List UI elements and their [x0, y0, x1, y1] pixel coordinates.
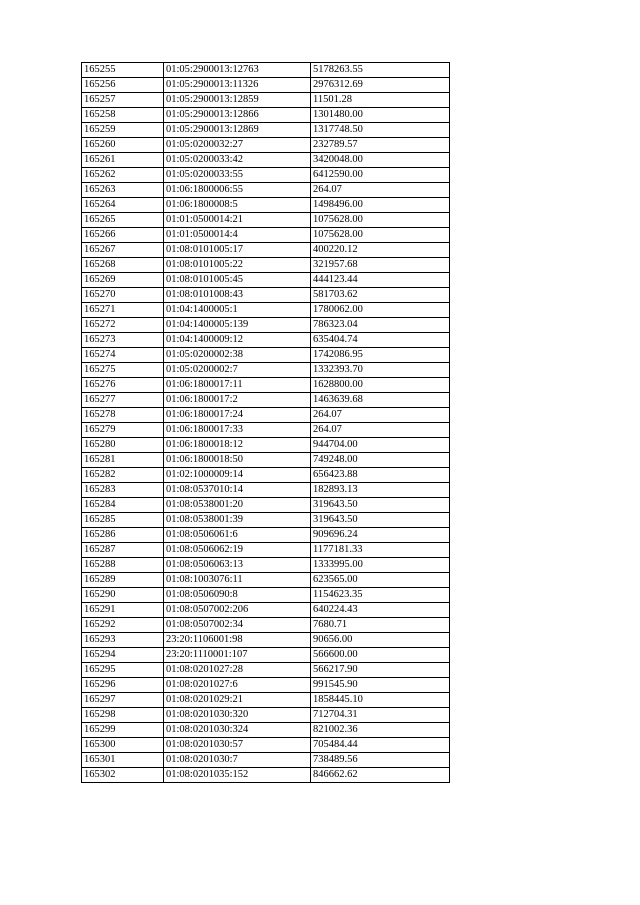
id-cell: 165301 [82, 753, 164, 768]
value-cell: 232789.57 [311, 138, 450, 153]
value-cell: 7680.71 [311, 618, 450, 633]
cadastral-number-cell: 01:06:1800018:12 [164, 438, 311, 453]
id-cell: 165271 [82, 303, 164, 318]
table-row [82, 408, 450, 423]
id-cell: 165279 [82, 423, 164, 438]
id-cell: 165287 [82, 543, 164, 558]
value-cell: 6412590.00 [311, 168, 450, 183]
cadastral-number-cell: 01:08:0507002:34 [164, 618, 311, 633]
value-cell: 566600.00 [311, 648, 450, 663]
id-cell: 165284 [82, 498, 164, 513]
id-cell: 165277 [82, 393, 164, 408]
cadastral-number-cell: 01:08:0506061:6 [164, 528, 311, 543]
cadastral-number-cell: 01:02:1000009:14 [164, 468, 311, 483]
id-cell: 165294 [82, 648, 164, 663]
cadastral-number-cell: 01:08:0201030:320 [164, 708, 311, 723]
id-cell: 165266 [82, 228, 164, 243]
id-cell: 165275 [82, 363, 164, 378]
cadastral-number-cell: 01:08:0201027:28 [164, 663, 311, 678]
cadastral-number-cell: 01:08:0101005:45 [164, 273, 311, 288]
cadastral-number-cell: 01:08:0201035:152 [164, 768, 311, 783]
value-cell: 264.07 [311, 408, 450, 423]
cadastral-number-cell: 23:20:1110001:107 [164, 648, 311, 663]
cadastral-number-cell: 01:04:1400009:12 [164, 333, 311, 348]
cadastral-number-cell: 01:06:1800017:11 [164, 378, 311, 393]
value-cell: 846662.62 [311, 768, 450, 783]
id-cell: 165276 [82, 378, 164, 393]
table-row [82, 273, 450, 288]
table-row [82, 738, 450, 753]
cadastral-number-cell: 01:08:0201029:21 [164, 693, 311, 708]
value-cell: 635404.74 [311, 333, 450, 348]
value-cell: 566217.90 [311, 663, 450, 678]
cadastral-number-cell: 01:08:0506062:19 [164, 543, 311, 558]
cadastral-number-cell: 01:08:0201027:6 [164, 678, 311, 693]
cadastral-number-cell: 01:08:0201030:324 [164, 723, 311, 738]
table-row [82, 153, 450, 168]
id-cell: 165297 [82, 693, 164, 708]
cadastral-number-cell: 01:08:1003076:11 [164, 573, 311, 588]
id-cell: 165262 [82, 168, 164, 183]
id-cell: 165257 [82, 93, 164, 108]
cadastral-number-cell: 01:08:0101008:43 [164, 288, 311, 303]
cadastral-number-cell: 01:05:2900013:12763 [164, 63, 311, 78]
table-row [82, 453, 450, 468]
value-cell: 1301480.00 [311, 108, 450, 123]
cadastral-number-cell: 01:06:1800017:2 [164, 393, 311, 408]
value-cell: 1780062.00 [311, 303, 450, 318]
table-row [82, 63, 450, 78]
value-cell: 944704.00 [311, 438, 450, 453]
value-cell: 1858445.10 [311, 693, 450, 708]
cadastral-number-cell: 01:08:0101005:22 [164, 258, 311, 273]
id-cell: 165259 [82, 123, 164, 138]
cadastral-number-cell: 01:05:2900013:11326 [164, 78, 311, 93]
id-cell: 165296 [82, 678, 164, 693]
table-row [82, 243, 450, 258]
table-row [82, 198, 450, 213]
id-cell: 165278 [82, 408, 164, 423]
cadastral-number-cell: 01:05:0200002:38 [164, 348, 311, 363]
cadastral-number-cell: 01:08:0538001:39 [164, 513, 311, 528]
table-row [82, 423, 450, 438]
table-row [82, 768, 450, 783]
value-cell: 90656.00 [311, 633, 450, 648]
table-row [82, 333, 450, 348]
value-cell: 11501.28 [311, 93, 450, 108]
table-row [82, 378, 450, 393]
cadastral-number-cell: 01:08:0101005:17 [164, 243, 311, 258]
value-cell: 2976312.69 [311, 78, 450, 93]
value-cell: 319643.50 [311, 513, 450, 528]
value-cell: 1742086.95 [311, 348, 450, 363]
value-cell: 1332393.70 [311, 363, 450, 378]
value-cell: 264.07 [311, 423, 450, 438]
table-row [82, 588, 450, 603]
id-cell: 165274 [82, 348, 164, 363]
value-cell: 581703.62 [311, 288, 450, 303]
value-cell: 749248.00 [311, 453, 450, 468]
cadastral-number-cell: 01:05:0200002:7 [164, 363, 311, 378]
id-cell: 165298 [82, 708, 164, 723]
cadastral-number-cell: 01:04:1400005:1 [164, 303, 311, 318]
table-row [82, 258, 450, 273]
value-cell: 909696.24 [311, 528, 450, 543]
table-row [82, 138, 450, 153]
table-row [82, 93, 450, 108]
cadastral-number-cell: 01:05:2900013:12866 [164, 108, 311, 123]
cadastral-number-cell: 01:06:1800017:33 [164, 423, 311, 438]
id-cell: 165281 [82, 453, 164, 468]
id-cell: 165272 [82, 318, 164, 333]
id-cell: 165264 [82, 198, 164, 213]
table-row [82, 633, 450, 648]
value-cell: 705484.44 [311, 738, 450, 753]
cadastral-number-cell: 01:08:0201030:57 [164, 738, 311, 753]
id-cell: 165260 [82, 138, 164, 153]
id-cell: 165288 [82, 558, 164, 573]
cadastral-number-cell: 01:06:1800017:24 [164, 408, 311, 423]
value-cell: 1333995.00 [311, 558, 450, 573]
id-cell: 165280 [82, 438, 164, 453]
cadastral-number-cell: 01:01:0500014:21 [164, 213, 311, 228]
id-cell: 165265 [82, 213, 164, 228]
value-cell: 182893.13 [311, 483, 450, 498]
cadastral-number-cell: 01:08:0538001:20 [164, 498, 311, 513]
table-row [82, 108, 450, 123]
id-cell: 165256 [82, 78, 164, 93]
table-row [82, 393, 450, 408]
value-cell: 1075628.00 [311, 213, 450, 228]
id-cell: 165261 [82, 153, 164, 168]
value-cell: 1628800.00 [311, 378, 450, 393]
table-row [82, 363, 450, 378]
table-row [82, 213, 450, 228]
id-cell: 165270 [82, 288, 164, 303]
id-cell: 165283 [82, 483, 164, 498]
value-cell: 444123.44 [311, 273, 450, 288]
cadastral-number-cell: 01:04:1400005:139 [164, 318, 311, 333]
id-cell: 165285 [82, 513, 164, 528]
id-cell: 165268 [82, 258, 164, 273]
value-cell: 1154623.35 [311, 588, 450, 603]
value-cell: 1075628.00 [311, 228, 450, 243]
table-row [82, 468, 450, 483]
value-cell: 821002.36 [311, 723, 450, 738]
table-row [82, 498, 450, 513]
value-cell: 264.07 [311, 183, 450, 198]
id-cell: 165267 [82, 243, 164, 258]
id-cell: 165286 [82, 528, 164, 543]
table-row [82, 348, 450, 363]
cadastral-number-cell: 01:05:0200033:55 [164, 168, 311, 183]
value-cell: 623565.00 [311, 573, 450, 588]
value-cell: 3420048.00 [311, 153, 450, 168]
id-cell: 165299 [82, 723, 164, 738]
cadastral-number-cell: 01:05:0200032:27 [164, 138, 311, 153]
table-row [82, 543, 450, 558]
cadastral-number-cell: 01:08:0506063:13 [164, 558, 311, 573]
value-cell: 640224.43 [311, 603, 450, 618]
value-cell: 400220.12 [311, 243, 450, 258]
id-cell: 165293 [82, 633, 164, 648]
id-cell: 165295 [82, 663, 164, 678]
value-cell: 1177181.33 [311, 543, 450, 558]
table-row [82, 558, 450, 573]
id-cell: 165273 [82, 333, 164, 348]
table-row [82, 708, 450, 723]
value-cell: 1317748.50 [311, 123, 450, 138]
value-cell: 321957.68 [311, 258, 450, 273]
table-body [82, 63, 450, 783]
table-row [82, 168, 450, 183]
table-row [82, 123, 450, 138]
id-cell: 165258 [82, 108, 164, 123]
table-row [82, 648, 450, 663]
cadastral-number-cell: 01:06:1800018:50 [164, 453, 311, 468]
table-row [82, 753, 450, 768]
value-cell: 712704.31 [311, 708, 450, 723]
table-row [82, 183, 450, 198]
table-row [82, 513, 450, 528]
id-cell: 165269 [82, 273, 164, 288]
id-cell: 165263 [82, 183, 164, 198]
cadastral-number-cell: 01:05:2900013:12859 [164, 93, 311, 108]
table-row [82, 438, 450, 453]
data-table [81, 62, 450, 783]
id-cell: 165282 [82, 468, 164, 483]
value-cell: 738489.56 [311, 753, 450, 768]
id-cell: 165289 [82, 573, 164, 588]
cadastral-number-cell: 01:08:0507002:206 [164, 603, 311, 618]
table-row [82, 693, 450, 708]
cadastral-number-cell: 01:06:1800008:5 [164, 198, 311, 213]
cadastral-number-cell: 01:05:0200033:42 [164, 153, 311, 168]
value-cell: 1498496.00 [311, 198, 450, 213]
id-cell: 165255 [82, 63, 164, 78]
table-row [82, 618, 450, 633]
table-row [82, 288, 450, 303]
cadastral-number-cell: 23:20:1106001:98 [164, 633, 311, 648]
table-row [82, 228, 450, 243]
cadastral-number-cell: 01:08:0201030:7 [164, 753, 311, 768]
table-row [82, 78, 450, 93]
value-cell: 5178263.55 [311, 63, 450, 78]
table-row [82, 483, 450, 498]
cadastral-number-cell: 01:08:0506090:8 [164, 588, 311, 603]
id-cell: 165291 [82, 603, 164, 618]
table-row [82, 528, 450, 543]
value-cell: 319643.50 [311, 498, 450, 513]
table-row [82, 678, 450, 693]
table-row [82, 663, 450, 678]
cadastral-number-cell: 01:06:1800006:55 [164, 183, 311, 198]
cadastral-number-cell: 01:08:0537010:14 [164, 483, 311, 498]
id-cell: 165290 [82, 588, 164, 603]
value-cell: 786323.04 [311, 318, 450, 333]
cadastral-number-cell: 01:05:2900013:12869 [164, 123, 311, 138]
cadastral-number-cell: 01:01:0500014:4 [164, 228, 311, 243]
value-cell: 656423.88 [311, 468, 450, 483]
table-row [82, 603, 450, 618]
table-row [82, 723, 450, 738]
table-row [82, 303, 450, 318]
table-row [82, 573, 450, 588]
id-cell: 165302 [82, 768, 164, 783]
id-cell: 165292 [82, 618, 164, 633]
table-row [82, 318, 450, 333]
id-cell: 165300 [82, 738, 164, 753]
value-cell: 991545.90 [311, 678, 450, 693]
value-cell: 1463639.68 [311, 393, 450, 408]
